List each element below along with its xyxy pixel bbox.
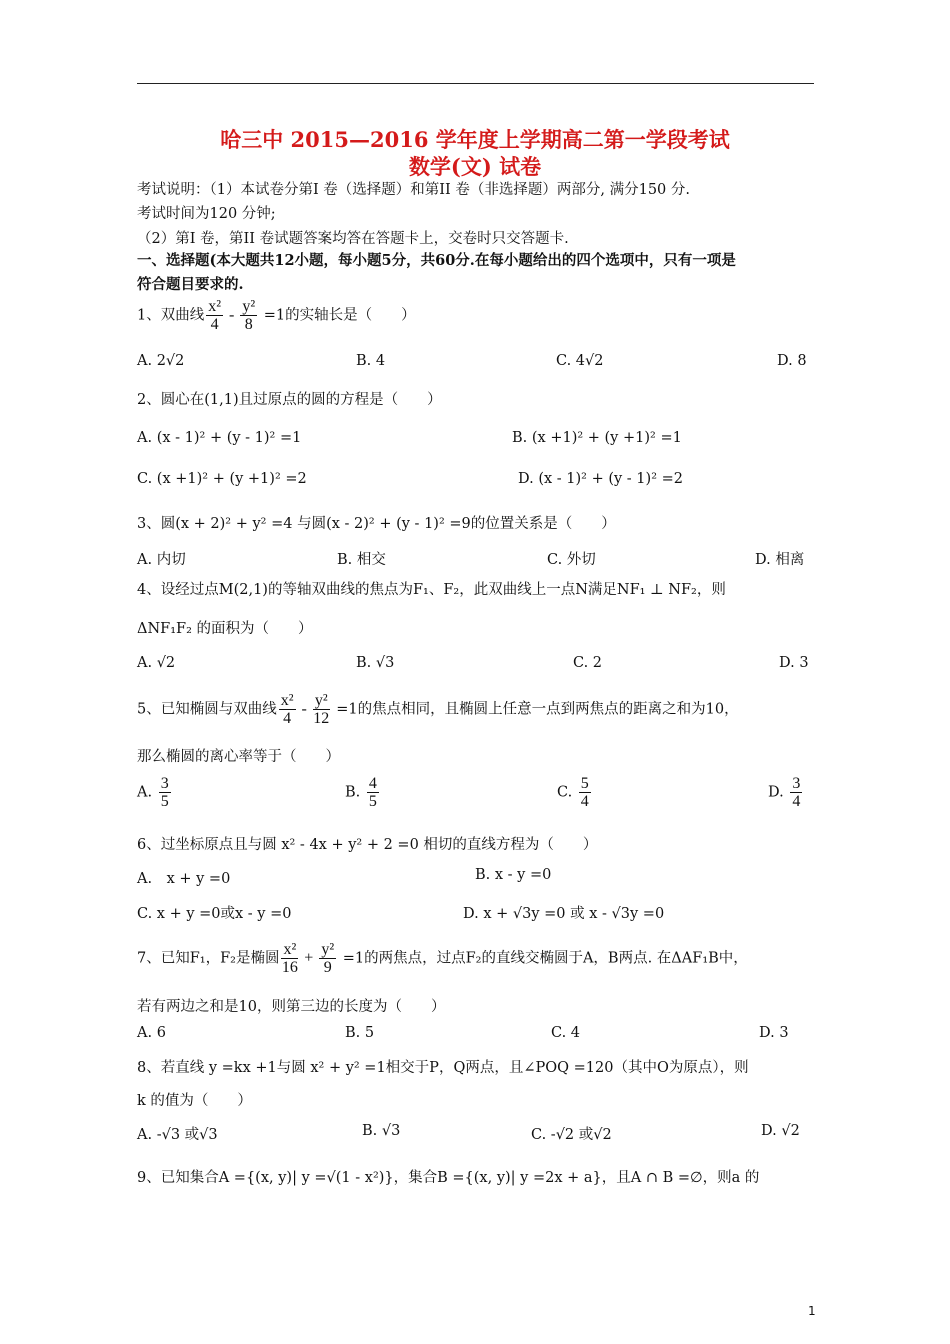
option-a: A. x + y =0 [137, 871, 231, 887]
fraction: $\frac{\text{y²}}{9}$ [321, 941, 335, 976]
page-number: 1 [808, 1304, 816, 1318]
option-d: D. 3 [779, 655, 809, 671]
option-c: C. -√2 或√2 [531, 1127, 612, 1143]
header-rule [137, 83, 814, 84]
option-a: A. 2√2 [137, 353, 185, 369]
option-c: C. 4 [551, 1025, 581, 1041]
option-b: B. (x +1)² + (y +1)² =1 [512, 430, 682, 446]
question-2-stem: 2、圆心在(1,1)且过原点的圆的方程是（ ） [137, 392, 442, 408]
question-7-stem: 7、已知F₁，F₂是椭圆 $\frac{\text{x²}}{16}$ + $\frac{\text{y²}}{9}$ =1的两焦点，过点F₂的直线交椭圆于A，B两点. 在ΔAF₁B中， [137, 941, 748, 976]
question-6-stem: 6、过坐标原点且与圆 x² - 4x + y² + 2 =0 相切的直线方程为（ ） [137, 837, 598, 853]
instructions-line1: 考试说明：（1）本试卷分第I 卷（选择题）和第II 卷（非选择题）两部分, 满分150 分. [137, 182, 690, 198]
option-d: D. 相离 [755, 552, 805, 568]
option-b: B. 相交 [337, 552, 386, 568]
option-d: D. √2 [761, 1123, 800, 1139]
option-a: A. √2 [137, 655, 176, 671]
option-d: D. x + √3y =0 或 x - √3y =0 [463, 906, 665, 922]
option-b: B. 5 [345, 1025, 375, 1041]
option-c: C. (x +1)² + (y +1)² =2 [137, 471, 307, 487]
option-a: A. 内切 [137, 552, 186, 568]
option-d: D. 8 [777, 353, 807, 369]
instructions-line3: （2）第I 卷，第II 卷试题答案均答在答题卡上，交卷时只交答题卡. [137, 231, 569, 247]
question-7-stem-cont: 若有两边之和是10，则第三边的长度为（ ） [137, 999, 446, 1015]
option-c: C. x + y =0或x - y =0 [137, 906, 292, 922]
option-b: B. √3 [356, 655, 395, 671]
exam-subtitle: 数学(文) 试卷 [408, 154, 542, 179]
option-c: C. 4√2 [556, 353, 604, 369]
option-c: C. 2 [573, 655, 603, 671]
option-b: B. 4 [356, 353, 386, 369]
question-4-stem-cont: ΔNF₁F₂ 的面积为（ ） [137, 621, 313, 637]
question-5-stem: 5、已知椭圆与双曲线 $\frac{\text{x²}}{4}$ - $\frac{\text{y²}}{12}$ =1的焦点相同，且椭圆上任意一点到两焦点的距离之和为10， [137, 692, 739, 727]
option-b: B. x - y =0 [475, 867, 552, 883]
option-c: C. 外切 [547, 552, 596, 568]
question-8-stem: 8、若直线 y =kx +1与圆 x² + y² =1相交于P，Q两点，且∠POQ =120（其中O为原点），则 [137, 1060, 749, 1076]
fraction: $\frac{\text{x²}}{4}$ [280, 692, 294, 727]
option-b: B. √3 [362, 1123, 401, 1139]
fraction: $\frac{\text{y²}}{12}$ [313, 692, 330, 727]
option-a: A. (x - 1)² + (y - 1)² =1 [137, 430, 302, 446]
section-heading: 一、选择题(本大题共12小题，每小题5分，共60分.在每小题给出的四个选项中，只有一项是 [137, 252, 736, 269]
question-5-stem-cont: 那么椭圆的离心率等于（ ） [137, 749, 340, 765]
option-d: D. 3 [759, 1025, 789, 1041]
exam-title: 哈三中 2015—2016 学年度上学期高二第一学段考试 [220, 127, 730, 152]
fraction: $\frac{\text{x²}}{16}$ [281, 941, 298, 976]
instructions-line2: 考试时间为120 分钟; [137, 206, 276, 222]
fraction: $\frac{\text{x²}}{4}$ [208, 298, 222, 333]
question-4-stem: 4、设经过点M(2,1)的等轴双曲线的焦点为F₁、F₂，此双曲线上一点N满足NF₁ ⊥ NF₂，则 [137, 582, 726, 598]
option-d: D. $\frac{3}{4}$ [768, 775, 801, 810]
option-a: A. $\frac{3}{5}$ [137, 775, 169, 810]
question-9-stem: 9、已知集合A ={(x, y)| y =√(1 - x²)}，集合B ={(x, y)| y =2x + a}，且A ∩ B =∅，则a 的 [137, 1170, 760, 1186]
option-c: C. $\frac{5}{4}$ [557, 775, 589, 810]
question-8-stem-cont: k 的值为（ ） [137, 1093, 252, 1109]
fraction: $\frac{\text{y²}}{8}$ [242, 298, 256, 333]
option-a: A. 6 [137, 1025, 166, 1041]
question-3-stem: 3、圆(x + 2)² + y² =4 与圆(x - 2)² + (y - 1)² =9的位置关系是（ ） [137, 516, 616, 532]
question-1-stem: 1、双曲线 $\frac{\text{x²}}{4}$ - $\frac{\text{y²}}{8}$ =1的实轴长是（ ） [137, 298, 416, 333]
option-d: D. (x - 1)² + (y - 1)² =2 [518, 471, 683, 487]
option-b: B. $\frac{4}{5}$ [345, 775, 377, 810]
option-a: A. -√3 或√3 [137, 1127, 218, 1143]
section-heading-cont: 符合题目要求的. [137, 276, 244, 293]
